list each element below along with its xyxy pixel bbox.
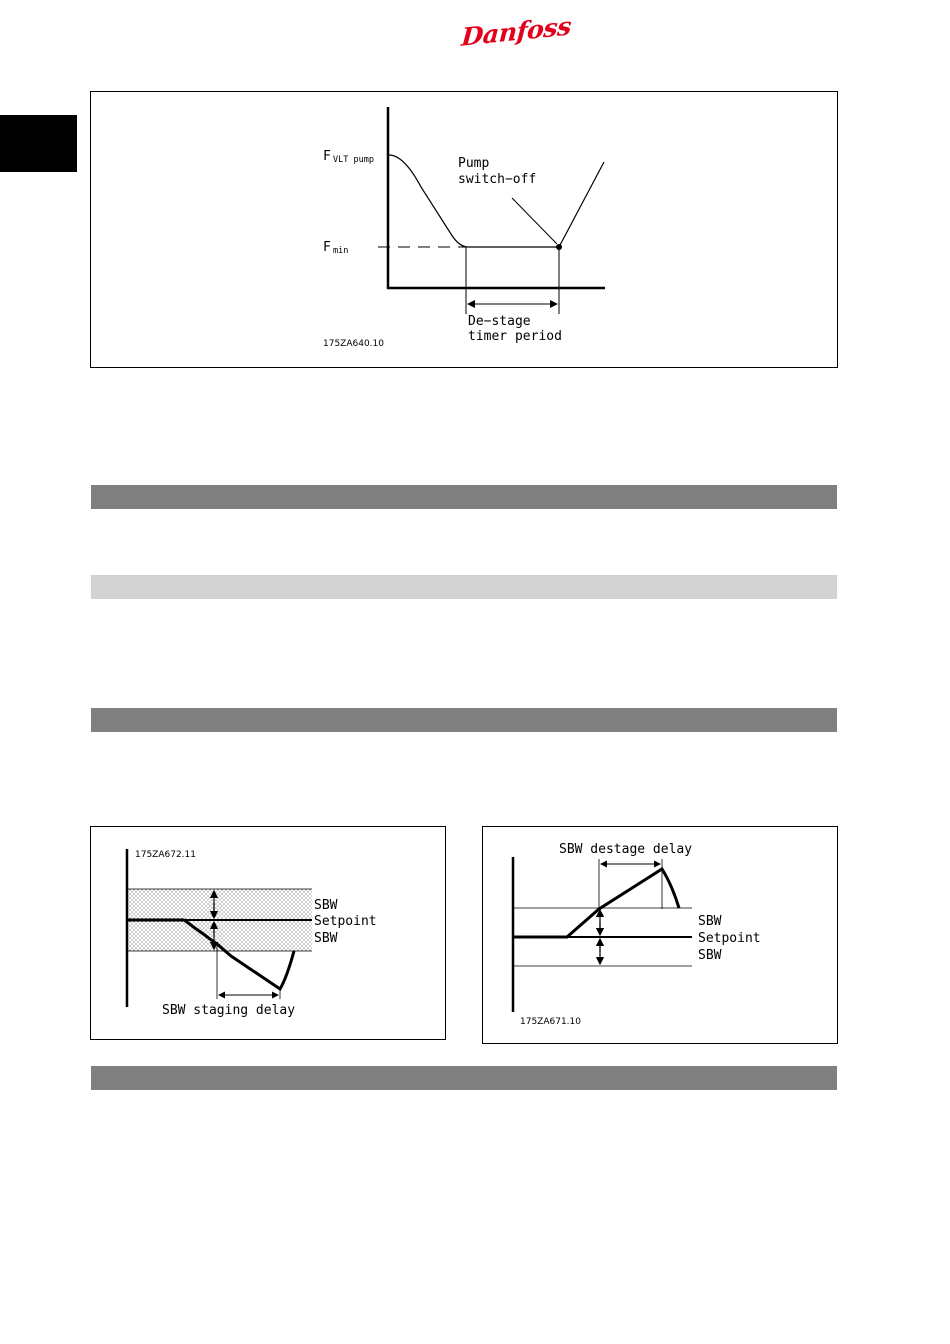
danfoss-logo: Danfoss [460, 11, 573, 52]
fmin-subscript: min [333, 246, 349, 256]
destage-timer-diagram [91, 92, 837, 367]
setpoint-label: Setpoint [698, 931, 761, 946]
timer-label-1: De−stage [468, 314, 531, 329]
rise-line [559, 162, 604, 247]
sbw-bottom-label: SBW [698, 948, 722, 963]
destage-delay-label: SBW destage delay [559, 842, 693, 857]
chapter-tab [0, 115, 77, 172]
fvlt-subscript: VLT pump [333, 155, 374, 165]
staging-delay-diagram [91, 827, 445, 1039]
figure3-code: 175ZA671.10 [520, 1017, 581, 1027]
figure-destage-timer [90, 91, 838, 368]
sbw-top-label: SBW [314, 898, 338, 913]
section-bar-1 [91, 485, 837, 509]
sbw-top-label: SBW [698, 914, 722, 929]
fvlt-label: F [323, 149, 331, 164]
figure1-code: 175ZA640.10 [323, 339, 384, 349]
annotation-line1: Pump [458, 156, 490, 171]
subsection-bar [91, 575, 837, 599]
fmin-label: F [323, 240, 331, 255]
section-bar-2 [91, 708, 837, 732]
timer-label-2: timer period [468, 329, 562, 344]
sbw-bottom-label: SBW [314, 931, 338, 946]
figure-destage-delay [482, 826, 838, 1044]
annotation-pointer [512, 198, 557, 244]
setpoint-label: Setpoint [314, 914, 377, 929]
pressure-curve [513, 869, 679, 937]
annotation-line2: switch−off [458, 172, 537, 187]
staging-delay-label: SBW staging delay [162, 1003, 296, 1018]
figure2-code: 175ZA672.11 [135, 850, 196, 860]
section-bar-3 [91, 1066, 837, 1090]
figure-staging-delay [90, 826, 446, 1040]
destage-delay-diagram [483, 827, 837, 1043]
